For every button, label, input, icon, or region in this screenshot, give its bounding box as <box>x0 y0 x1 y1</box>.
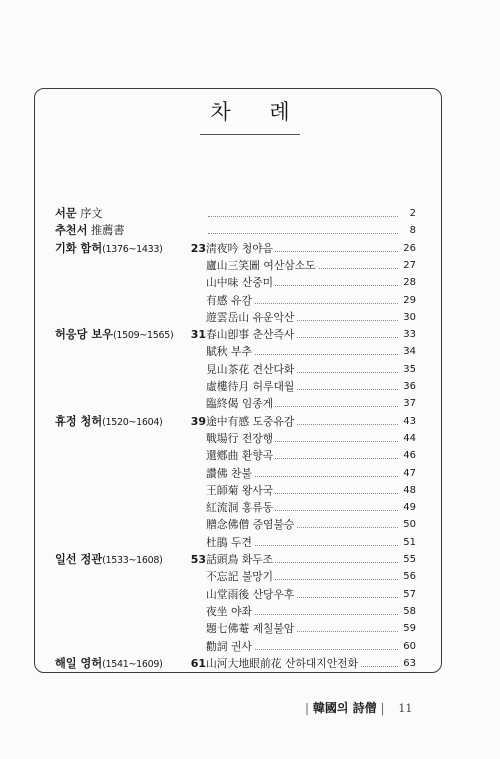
entry-page-number: 63 <box>398 656 416 672</box>
entry-page-number: 47 <box>398 466 416 482</box>
entry-title: 春山卽事 춘산즉사 <box>206 328 295 342</box>
toc-row <box>0 448 500 464</box>
entry-title: 題七佛菴 제칠불암 <box>206 622 295 636</box>
entry-page-number: 57 <box>398 587 416 603</box>
toc-row <box>0 327 500 343</box>
toc-row <box>0 431 500 447</box>
section-years: (1541~1609) <box>102 658 163 670</box>
entry-page-number: 35 <box>398 362 416 378</box>
section-heading <box>55 656 163 673</box>
entry-title: 王師菊 왕사국 <box>206 483 274 497</box>
page-title: 차 례 <box>210 100 306 124</box>
toc-row <box>0 414 500 430</box>
entry-title: 話頭鳥 화두조 <box>206 553 274 566</box>
section-page-number: 23 <box>190 241 206 255</box>
section-page-number: 39 <box>190 414 206 428</box>
footer-book-title: 韓國의 詩僧 <box>312 701 377 715</box>
section-heading <box>55 206 103 222</box>
section-page-number: 61 <box>190 656 206 670</box>
entry-page-number: 2 <box>398 206 416 222</box>
entry-title: 山河大地眼前花 산하대지안전화 <box>206 656 359 670</box>
section-hanja: 序文 <box>80 207 103 220</box>
toc-row <box>0 656 500 672</box>
footer-bar-right: | <box>380 701 385 715</box>
toc-row <box>0 310 500 326</box>
entry-title: 紅流洞 홍류동 <box>206 501 274 515</box>
entry-page-number: 43 <box>398 414 416 430</box>
section-name: 일선 정관 <box>55 553 103 566</box>
section-heading <box>55 552 163 569</box>
section-years: (1376~1433) <box>102 243 163 255</box>
entry-title: 還鄕曲 환향곡 <box>206 449 274 463</box>
entry-title: 戰場行 전장행 <box>206 431 274 445</box>
entry-page-number: 36 <box>398 379 416 395</box>
section-years: (1533~1608) <box>102 555 163 566</box>
entry-title: 贈念佛僧 증염불승 <box>206 518 295 532</box>
entry-page-number: 59 <box>398 621 416 637</box>
entry-page-number: 26 <box>398 241 416 257</box>
section-years: (1520~1604) <box>102 416 163 428</box>
entry-page-number: 34 <box>398 344 416 360</box>
page-footer <box>305 700 440 717</box>
entry-title: 遊雲岳山 유운악산 <box>206 310 295 324</box>
toc-row <box>0 241 500 257</box>
leader-dots <box>208 216 406 217</box>
toc-row <box>0 379 500 395</box>
entry-page-number: 44 <box>398 431 416 447</box>
section-years: (1509~1565) <box>112 330 174 342</box>
entry-page-number: 49 <box>398 500 416 516</box>
toc-row <box>0 517 500 533</box>
entry-page-number: 37 <box>398 396 416 412</box>
entry-page-number: 29 <box>398 293 416 309</box>
entry-page-number: 30 <box>398 310 416 326</box>
section-name: 서문 <box>55 207 77 220</box>
entry-page-number: 46 <box>398 448 416 464</box>
entry-title: 有感 유감 <box>206 293 252 307</box>
toc-row <box>0 275 500 291</box>
entry-page-number: 51 <box>398 535 416 551</box>
entry-page-number: 28 <box>398 275 416 291</box>
toc-row <box>0 569 500 585</box>
section-page-number: 31 <box>190 328 206 342</box>
section-name: 해일 영허 <box>55 656 103 670</box>
toc-row <box>0 466 500 482</box>
toc-row <box>0 258 500 274</box>
section-heading <box>55 241 163 258</box>
entry-title: 勸詞 권사 <box>206 639 252 653</box>
section-heading <box>55 223 125 239</box>
section-name: 허응당 보우 <box>55 328 113 342</box>
toc-row <box>0 483 500 499</box>
entry-title: 不忘記 불망기 <box>206 570 274 584</box>
entry-title: 賦秋 부추 <box>206 345 252 359</box>
entry-title: 山堂雨後 산당우후 <box>206 587 295 601</box>
section-name: 추천서 <box>55 224 88 238</box>
toc-row <box>0 587 500 603</box>
toc-row <box>0 500 500 516</box>
section-heading <box>55 327 173 344</box>
entry-page-number: 50 <box>398 517 416 533</box>
toc-row <box>0 344 500 360</box>
footer-page-number: 11 <box>398 702 413 715</box>
entry-page-number: 48 <box>398 483 416 499</box>
entry-title: 山中味 산중미 <box>206 276 274 290</box>
entry-title: 杜鵑 두견 <box>206 535 252 549</box>
entry-title: 虛樓待月 허루대월 <box>206 380 295 393</box>
toc-row <box>0 552 500 568</box>
toc-row <box>0 621 500 637</box>
toc-row <box>0 206 500 222</box>
footer-bar-left: | <box>305 701 310 715</box>
entry-title: 夜坐 야좌 <box>206 604 252 618</box>
entry-page-number: 27 <box>398 258 416 274</box>
entry-page-number: 58 <box>398 604 416 620</box>
section-hanja: 推薦書 <box>90 224 125 238</box>
entry-title: 途中有感 도중유감 <box>206 414 295 428</box>
toc-row <box>0 362 500 378</box>
section-page-number: 53 <box>190 553 206 566</box>
entry-title: 淸夜吟 청야음 <box>206 241 274 255</box>
toc-row <box>0 223 500 239</box>
toc-row <box>0 293 500 309</box>
section-name: 휴정 청허 <box>55 414 103 428</box>
entry-title: 見山茶花 견산다화 <box>206 362 295 376</box>
entry-title: 讚佛 찬불 <box>206 466 252 480</box>
toc-row <box>0 396 500 412</box>
section-name: 기화 함허 <box>55 241 103 255</box>
leader-dots <box>208 233 406 234</box>
entry-title: 臨終偈 임종게 <box>206 397 274 411</box>
entry-page-number: 33 <box>398 327 416 343</box>
entry-page-number: 8 <box>398 223 416 239</box>
entry-title: 廬山三笑圖 여산삼소도 <box>206 258 316 272</box>
entry-page-number: 56 <box>398 569 416 585</box>
entry-page-number: 55 <box>398 552 416 568</box>
toc-row <box>0 604 500 620</box>
entry-page-number: 60 <box>398 639 416 655</box>
toc-row <box>0 639 500 655</box>
toc-row <box>0 535 500 551</box>
section-heading <box>55 414 163 431</box>
